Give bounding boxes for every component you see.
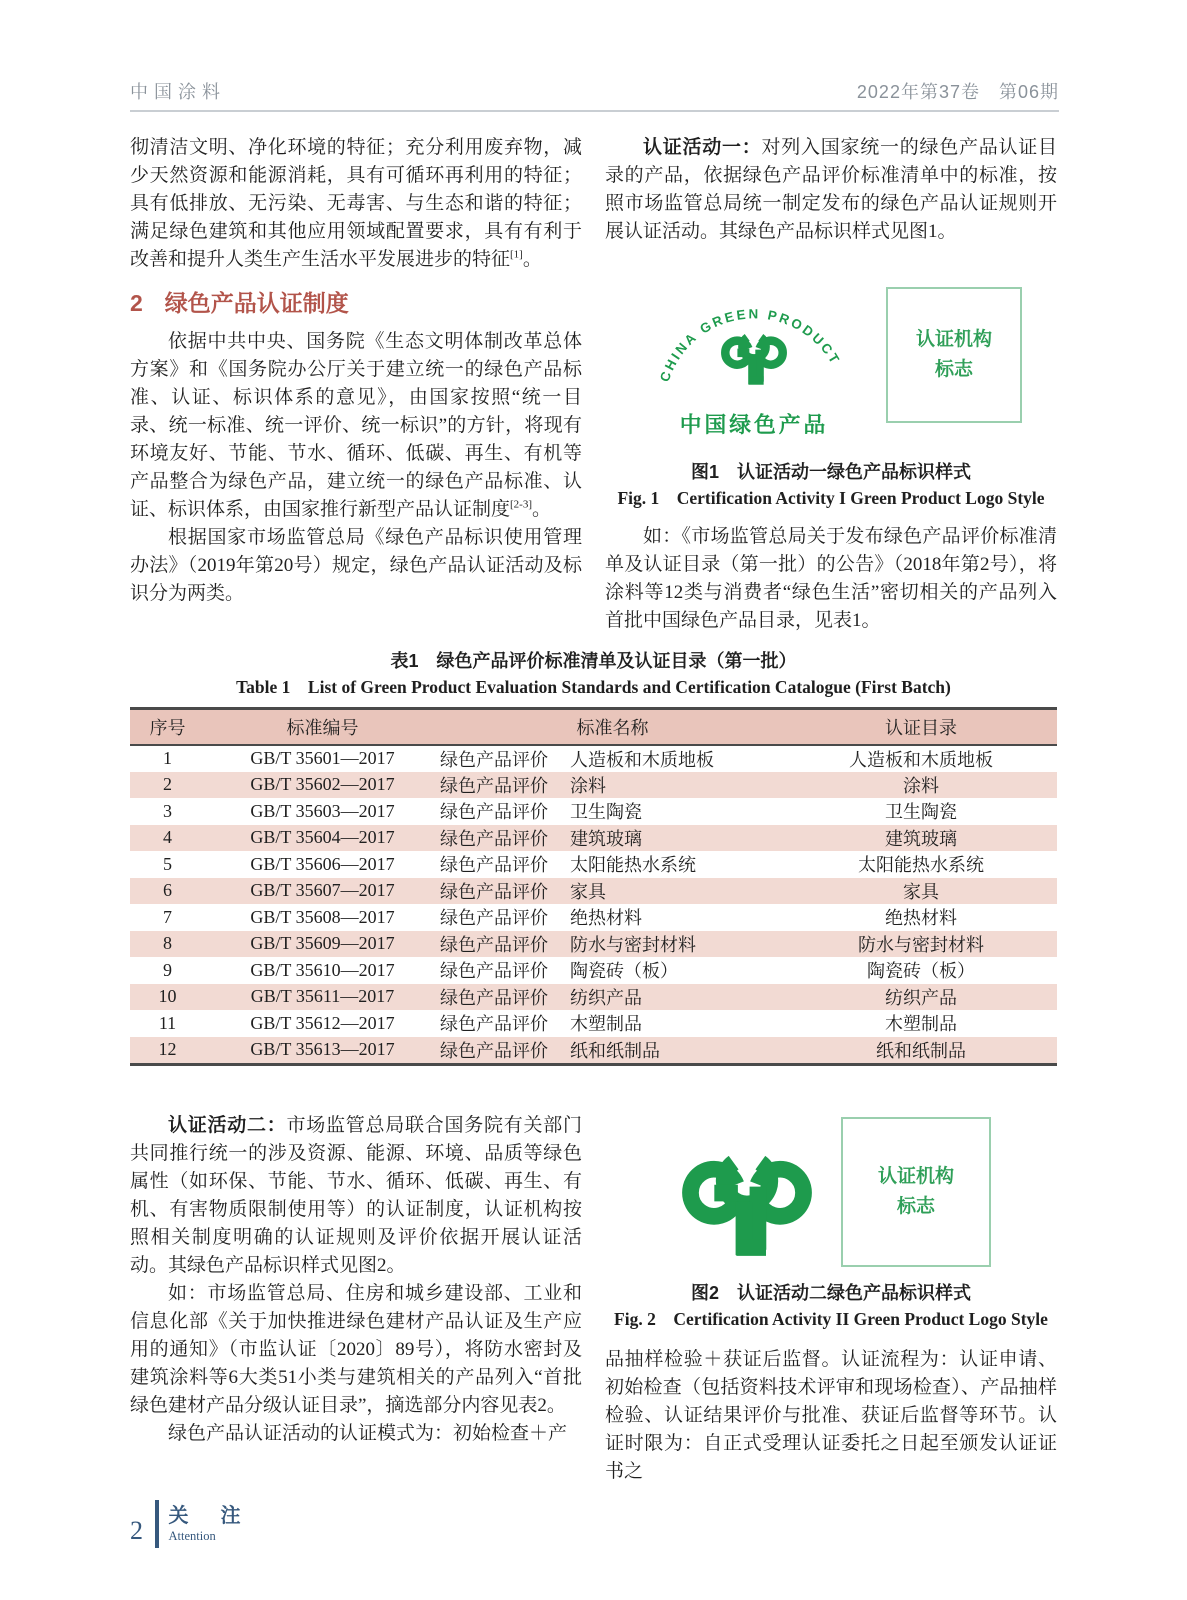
header-index: 序号 <box>130 709 205 745</box>
table-1-title-en: Table 1 List of Green Product Evaluation Standards and Certification Catalogue (First Batch) <box>236 677 951 697</box>
cell-standard-code: GB/T 35609—2017 <box>205 931 440 958</box>
left-column-bottom <box>130 1112 582 1448</box>
table-header-row <box>130 709 1057 745</box>
right-column-bottom <box>605 1112 1057 1486</box>
table-row <box>130 984 1057 1011</box>
cell-standard-code: GB/T 35606—2017 <box>250 853 395 874</box>
cell-standard-code: GB/T 35613—2017 <box>205 1037 440 1065</box>
paragraph: 品抽样检验＋获证后监督。认证流程为：认证申请、初始检查（包括资料技术评审和现场检查）、产品抽样检验、认证结果评价与批准、获证后监督等环节。认证时限为：自正式受理认证委托之日起至颁发认证证书之 <box>605 1349 1057 1482</box>
cell-certification-catalog: 卫生陶瓷 <box>885 802 957 823</box>
cell-standard-name: 绿色产品评价 纸和纸制品 <box>440 1037 785 1065</box>
header-standard-code: 标准编号 <box>205 709 440 745</box>
table-row <box>130 772 1057 799</box>
figure-1 <box>605 258 1057 511</box>
china-green-product-logo-icon <box>640 258 868 451</box>
cell-standard-code: GB/T 35601—2017 <box>250 748 395 768</box>
footer-divider <box>155 1500 159 1548</box>
page-header <box>130 82 1059 112</box>
activity1-lead: 认证活动一： <box>643 137 762 158</box>
paragraph: 认证活动一：对列入国家统一的绿色产品认证目录的产品，依据绿色产品评价标准清单中的标准，按照市场监管总局统一制定发布的绿色产品认证规则开展认证活动。其绿色产品标识样式见图1。 <box>605 137 1057 242</box>
table-row <box>130 745 1057 772</box>
cell-standard-code: GB/T 35610—2017 <box>250 959 395 980</box>
cell-index: 3 <box>163 800 172 821</box>
cell-certification-catalog: 陶瓷砖（板） <box>867 961 975 982</box>
section-title: 绿色产品认证制度 <box>164 290 349 316</box>
table-row <box>130 878 1057 905</box>
paragraph: 如：市场监管总局、住房和城乡建设部、工业和信息化部《关于加快推进绿色建材产品认证及生产应用的通知》（市监认证〔2020〕89号），将防水密封及建筑涂料等6大类51小类与建筑相关的产品列入“首批绿色建材产品分级认证目录”，摘选部分内容见表2。 <box>130 1283 582 1416</box>
cell-standard-name: 绿色产品评价 家具 <box>440 878 785 905</box>
cell-index: 8 <box>130 931 205 958</box>
section-number: 2 <box>130 290 143 316</box>
figure-1-caption-en: Fig. 1 Certification Activity I Green Product Logo Style <box>617 488 1045 508</box>
right-column-top <box>605 134 1057 635</box>
cell-certification-catalog: 人造板和木质地板 <box>849 749 993 770</box>
cell-certification-catalog: 木塑制品 <box>885 1014 957 1035</box>
cell-index: 2 <box>130 772 205 799</box>
cell-index: 1 <box>163 748 172 768</box>
green-product-standards-table <box>130 707 1057 1066</box>
cell-index: 12 <box>130 1037 205 1065</box>
section-heading <box>130 288 582 318</box>
cell-index: 6 <box>130 878 205 905</box>
cell-index: 9 <box>163 959 172 980</box>
certification-body-mark-box: 认证机构 标志 <box>841 1117 991 1267</box>
page-footer <box>130 1498 247 1550</box>
table-1-title-zh: 表1 绿色产品评价标准清单及认证目录（第一批） <box>390 651 797 671</box>
table-row <box>130 1037 1057 1065</box>
cell-standard-code: GB/T 35608—2017 <box>250 906 395 927</box>
cell-standard-code: GB/T 35612—2017 <box>250 1012 395 1033</box>
journal-name: 中国涂料 <box>130 82 226 102</box>
cell-standard-name: 绿色产品评价 纺织产品 <box>440 984 785 1011</box>
cell-standard-name: 绿色产品评价 建筑玻璃 <box>440 825 785 852</box>
reference-mark: [1] <box>510 248 523 261</box>
cell-certification-catalog: 太阳能热水系统 <box>858 855 984 876</box>
paragraph: 依据中共中央、国务院《生态文明体制改革总体方案》和《国务院办公厅关于建立统一的绿色产品标准、认证、标识体系的意见》，由国家按照“统一目录、统一标准、统一评价、统一标识”的方针，将现有环境友好、节能、节水、循环、低碳、再生、有机等产品整合为绿色产品，建立统一的绿色产品标准、认证、标识体系，由国家推行新型产品认证制度[2-3]。 <box>130 331 582 520</box>
table-row <box>130 798 1057 825</box>
figure-2-caption-zh: 图2 认证活动二绿色产品标识样式 <box>690 1283 971 1303</box>
cgp-mark-icon <box>725 337 782 384</box>
page-number: 2 <box>130 1516 143 1545</box>
cell-standard-name: 绿色产品评价 木塑制品 <box>440 1014 642 1035</box>
cell-standard-name: 绿色产品评价 人造板和木质地板 <box>440 749 714 770</box>
cell-certification-catalog: 家具 <box>785 878 1057 905</box>
left-column-top <box>130 134 582 608</box>
activity2-lead: 认证活动二： <box>168 1115 287 1136</box>
table-row <box>130 825 1057 852</box>
table-row <box>130 851 1057 878</box>
table-row <box>130 957 1057 984</box>
cell-certification-catalog: 建筑玻璃 <box>785 825 1057 852</box>
paragraph: 绿色产品认证活动的认证模式为：初始检查＋产 <box>168 1423 568 1444</box>
footer-section-zh: 关 注 <box>168 1505 247 1527</box>
cell-standard-name: 绿色产品评价 涂料 <box>440 772 785 799</box>
table-row <box>130 931 1057 958</box>
cell-standard-name: 绿色产品评价 绝热材料 <box>440 908 642 929</box>
cell-standard-code: GB/T 35611—2017 <box>205 984 440 1011</box>
header-certification-catalog: 认证目录 <box>785 709 1057 745</box>
cell-standard-code: GB/T 35603—2017 <box>250 800 395 821</box>
cell-standard-code: GB/T 35604—2017 <box>205 825 440 852</box>
logo-chinese-name: 中国绿色产品 <box>679 412 829 438</box>
cell-standard-name: 绿色产品评价 卫生陶瓷 <box>440 802 642 823</box>
cell-standard-name: 绿色产品评价 陶瓷砖（板） <box>440 961 678 982</box>
paragraph: 如：《市场监管总局关于发布绿色产品评价标准清单及认证目录（第一批）的公告》（2018年第2号），将涂料等12类与消费者“绿色生活”密切相关的产品列入首批中国绿色产品目录，见表1。 <box>605 526 1057 631</box>
paragraph: 根据国家市场监管总局《绿色产品标识使用管理办法》（2019年第20号）规定，绿色产品认证活动及标识分为两类。 <box>130 527 582 604</box>
figure-2 <box>605 1112 1057 1332</box>
cell-standard-name: 绿色产品评价 太阳能热水系统 <box>440 855 696 876</box>
cell-standard-code: GB/T 35602—2017 <box>205 772 440 799</box>
issue-info: 2022年第37卷 第06期 <box>856 82 1059 102</box>
cell-certification-catalog: 防水与密封材料 <box>785 931 1057 958</box>
cell-standard-code: GB/T 35607—2017 <box>205 878 440 905</box>
table-1-section <box>130 648 1057 1066</box>
cell-certification-catalog: 绝热材料 <box>885 908 957 929</box>
figure-2-caption-en: Fig. 2 Certification Activity II Green Product Logo Style <box>614 1309 1048 1329</box>
table-row <box>130 904 1057 931</box>
cgp-mark-large-icon <box>671 1112 823 1272</box>
paragraph: 彻清洁文明、净化环境的特征；充分利用废弃物，减少天然资源和能源消耗，具有可循环再利用的特征；具有低排放、无污染、无毒害、与生态和谐的特征；满足绿色建筑和其他应用领域配置要求，具有有利于改善和提升人类生产生活水平发展进步的特征[1]。 <box>130 137 582 270</box>
footer-section-en: Attention <box>168 1529 216 1543</box>
figure-1-caption-zh: 图1 认证活动一绿色产品标识样式 <box>690 462 971 482</box>
table1-body <box>130 745 1057 1065</box>
cell-index: 11 <box>158 1012 177 1033</box>
header-standard-name: 标准名称 <box>440 709 785 745</box>
cell-certification-catalog: 纸和纸制品 <box>785 1037 1057 1065</box>
logo-arc-text: CHINA GREEN PRODUCT <box>656 306 844 384</box>
cell-index: 10 <box>130 984 205 1011</box>
cell-index: 5 <box>163 853 172 874</box>
cell-certification-catalog: 涂料 <box>785 772 1057 799</box>
cell-index: 7 <box>163 906 172 927</box>
reference-mark: [2-3] <box>510 498 533 511</box>
cell-index: 4 <box>130 825 205 852</box>
paragraph: 认证活动二：市场监管总局联合国务院有关部门共同推行统一的涉及资源、能源、环境、品质等绿色属性（如环保、节能、节水、循环、低碳、再生、有机、有害物质限制使用等）的认证制度，认证机构按照相关制度明确的认证规则及评价依据开展认证活动。其绿色产品标识样式见图2。 <box>130 1115 582 1276</box>
certification-body-mark-box: 认证机构 标志 <box>886 287 1022 423</box>
table-row <box>130 1010 1057 1037</box>
cell-standard-name: 绿色产品评价 防水与密封材料 <box>440 931 785 958</box>
cell-certification-catalog: 纺织产品 <box>785 984 1057 1011</box>
